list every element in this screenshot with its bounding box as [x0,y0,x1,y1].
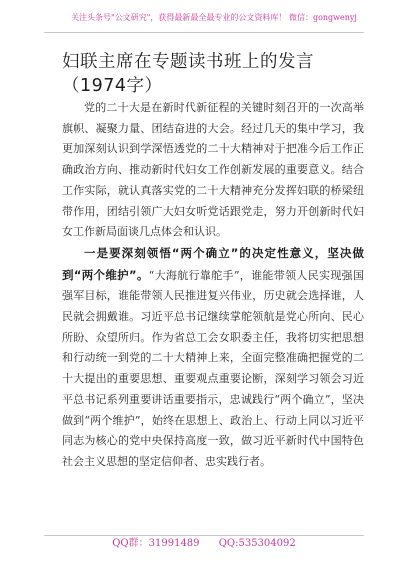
point-one-text: “大海航行靠舵手”，谁能带领人民实现强国强军目标，谁能带领人民推进复兴伟业，历史就会选择谁，人民就会拥戴谁。习近平总书记继续掌舵领航是党心所向、民心所盼、众望所归。作为省总工会女职委主任，我将切实把思想和行动统一到党的二十大精神上来，全面完整准确把握党的二十大提出的重要思想、重要观点重要论断，深刻学习领会习近平总书记系列重要讲话重要指示，忠诚践行“两个确立”，坚决做到“两个维护”，始终在思想上、政治上、行动上同以习近平同志为核心的党中央保持高度一致，做习近平新时代中国特色社会主义思想的坚定信仰者、忠实践行者。 [62,268,364,468]
footer-qq: QQ:535304092 [218,538,296,549]
footer-qq-group: QQ群：31991489 [112,538,200,549]
paragraph-point-one [62,243,364,473]
page-footer [0,537,408,551]
document-body [62,98,364,473]
header-rule [44,32,364,33]
document-title: 妇联主席在专题读书班上的发言（1974字） [62,52,314,96]
page-header: 关注头条号"公文研究"，获得最新最全最专业的公文资料库！ 微信：gongwenyj [71,13,357,22]
footer-rule [44,535,364,536]
paragraph-intro: 党的二十大是在新时代新征程的关键时刻召开的一次高举旗帜、凝聚力量、团结奋进的大会。经过几天的集中学习，我更加深刻认识到学深悟透党的二十大精神对于把准今后工作正确政治方向、推动新时代妇女工作创新发展的重要意义。结合工作实际，就认真落实党的二十大精神充分发挥妇联的桥梁纽带作用，团结引领广大妇女听党话跟党走，努力开创新时代妇女工作新局面谈几点体会和认识。 [62,101,364,239]
point-one-heading: 一是要深刻领悟“两个确立”的决定性意义，坚决做到“两个维护”。 [62,245,364,282]
